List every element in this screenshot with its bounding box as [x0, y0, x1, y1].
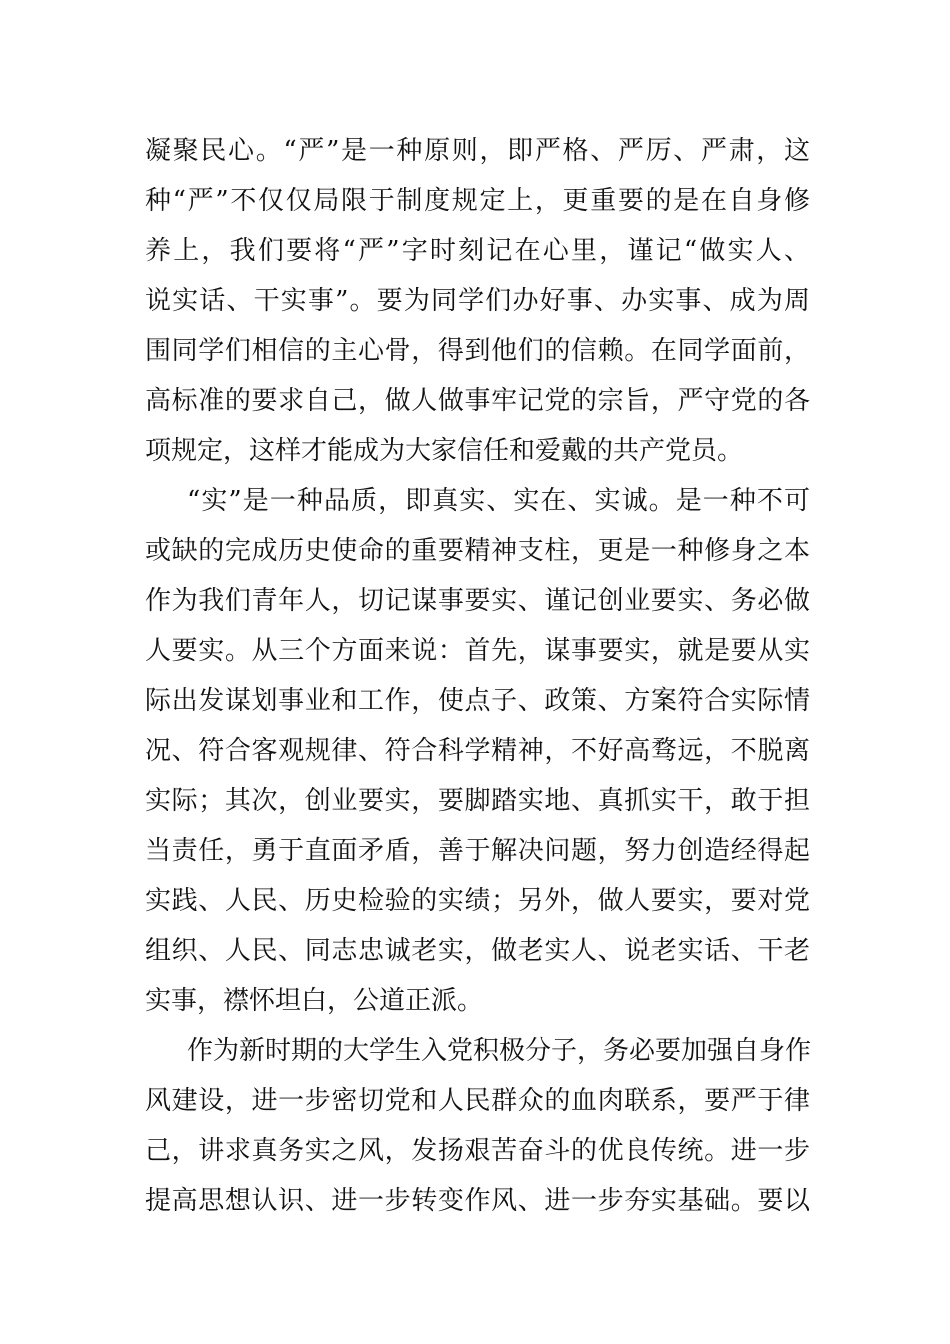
- text-line: 实际；其次，创业要实，要脚踏实地、真抓实干，敢于担: [145, 786, 810, 816]
- text-line: 实践、人民、历史检验的实绩；另外，做人要实，要对党: [145, 886, 810, 916]
- text-line: 组织、人民、同志忠诚老实，做老实人、说老实话、干老: [145, 936, 810, 966]
- text-line: 项规定，这样才能成为大家信任和爱戴的共产党员。: [145, 436, 744, 466]
- body-text: [145, 126, 810, 1226]
- text-line: 高标准的要求自己，做人做事牢记党的宗旨，严守党的各: [145, 386, 810, 416]
- text-line: 况、符合客观规律、符合科学精神，不好高骛远，不脱离: [145, 736, 810, 766]
- text-line: 养上，我们要将“严”字时刻记在心里，谨记“做实人、: [145, 236, 810, 266]
- text-line: 或缺的完成历史使命的重要精神支柱，更是一种修身之本: [145, 536, 810, 566]
- text-line: 说实话、干实事”。要为同学们办好事、办实事、成为周: [145, 286, 810, 316]
- text-line: 实事，襟怀坦白，公道正派。: [145, 986, 484, 1016]
- text-line: 种“严”不仅仅局限于制度规定上，更重要的是在自身修: [145, 186, 810, 216]
- text-line: 围同学们相信的主心骨，得到他们的信赖。在同学面前，: [145, 336, 810, 366]
- text-line: 作为新时期的大学生入党积极分子，务必要加强自身作: [187, 1036, 812, 1066]
- text-line: “实”是一种品质，即真实、实在、实诚。是一种不可: [187, 486, 810, 516]
- text-line: 当责任，勇于直面矛盾，善于解决问题，努力创造经得起: [145, 836, 810, 866]
- text-line: 提高思想认识、进一步转变作风、进一步夯实基础。要以: [145, 1186, 810, 1216]
- text-line: 风建设，进一步密切党和人民群众的血肉联系，要严于律: [145, 1086, 810, 1116]
- text-line: 己，讲求真务实之风，发扬艰苦奋斗的优良传统。进一步: [145, 1136, 810, 1166]
- text-line: 人要实。从三个方面来说：首先，谋事要实，就是要从实: [145, 636, 810, 666]
- text-line: 作为我们青年人，切记谋事要实、谨记创业要实、务必做: [145, 586, 810, 616]
- text-line: 凝聚民心。“严”是一种原则，即严格、严厉、严肃，这: [145, 136, 810, 166]
- text-line: 际出发谋划事业和工作，使点子、政策、方案符合实际情: [145, 686, 810, 716]
